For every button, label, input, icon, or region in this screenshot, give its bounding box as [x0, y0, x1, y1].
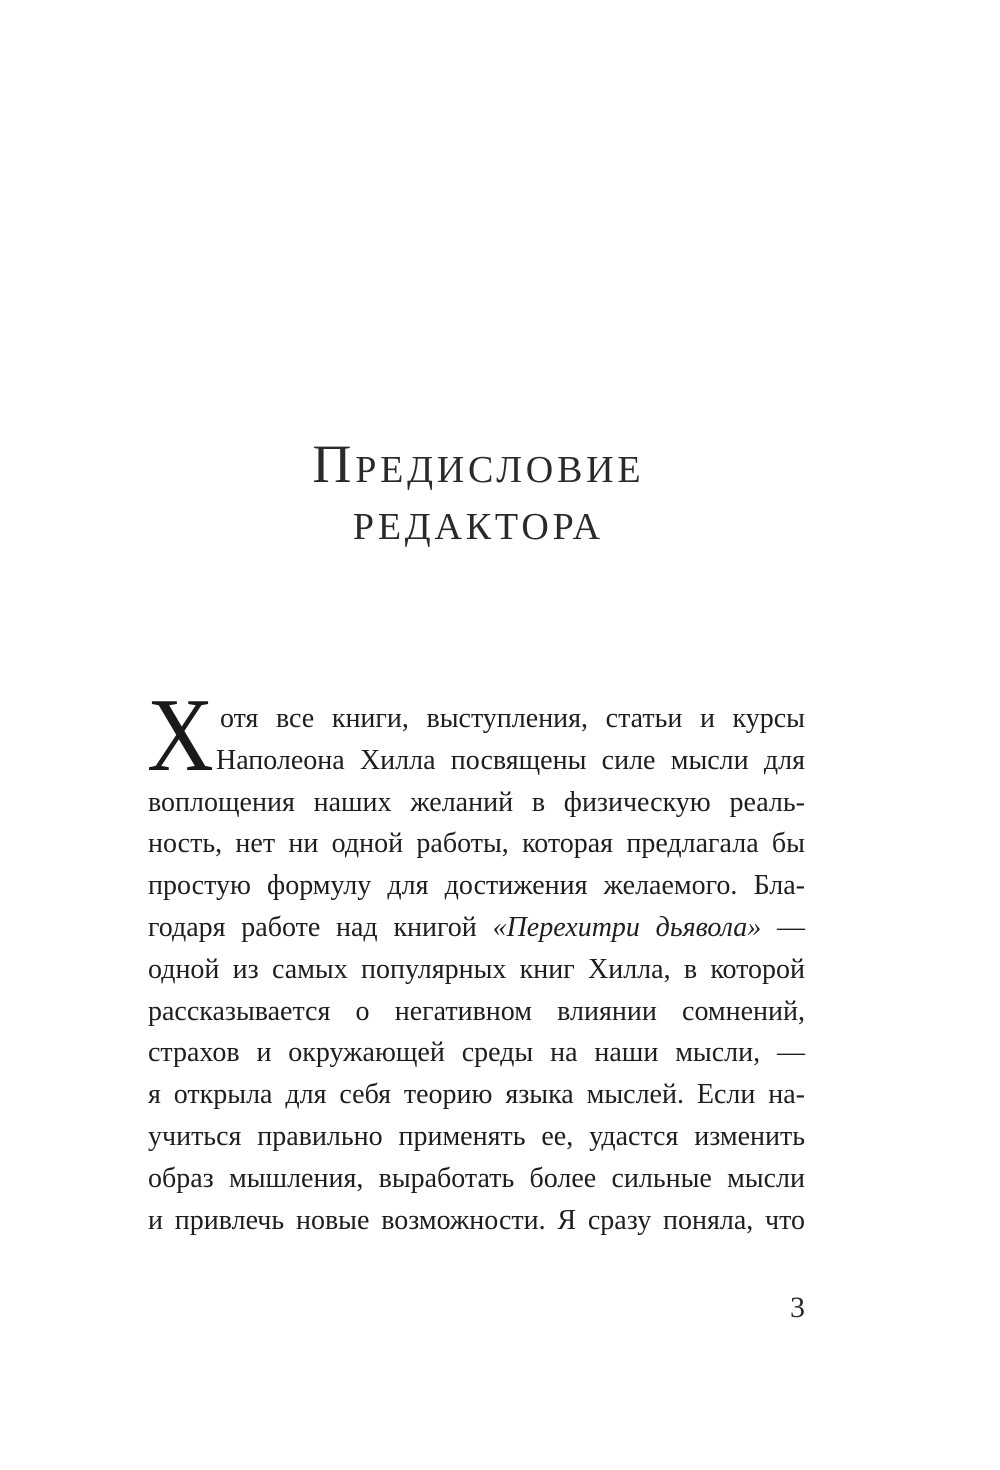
chapter-title [148, 436, 805, 550]
chapter-title-line-2: редактора [352, 491, 604, 551]
chapter-title-line-1: Предисловие [312, 434, 645, 494]
text-line: страхов и окружающей среды на наши мысли, — [148, 1037, 805, 1069]
text-line [148, 907, 805, 949]
text-line: одной из самых популярных книг Хилла, в которой [148, 953, 805, 985]
text-segment: — [777, 911, 806, 943]
text-line: простую формулу для достижения желаемого. Бла- [148, 870, 805, 902]
text-line: и привлечь новые возможности. Я сразу поняла, что [148, 1204, 805, 1236]
text-line: образ мышления, выработать более сильные мысли [148, 1162, 805, 1194]
text-line: ность, нет ни одной работы, которая предлагала бы [148, 828, 805, 860]
text-line: рассказывается о негативном влиянии сомнений, [148, 995, 805, 1027]
body-text [147, 676, 806, 1241]
text-line: я открыла для себя теорию языка мыслей. Если на- [148, 1079, 805, 1111]
drop-cap: Х [147, 676, 214, 793]
text-line: отя все книги, выступления, статьи и курсы [220, 703, 805, 734]
text-line: Наполеона Хилла посвящены силе мысли для [216, 744, 805, 776]
book-title-italic: «Перехитри дьявола» [492, 911, 762, 943]
text-segment: годаря работе над книгой [148, 911, 477, 943]
page-number: 3 [790, 1291, 805, 1324]
text-line: учиться правильно применять ее, удастся изменить [148, 1120, 805, 1152]
text-line: воплощения наших желаний в физическую реаль- [148, 786, 805, 818]
